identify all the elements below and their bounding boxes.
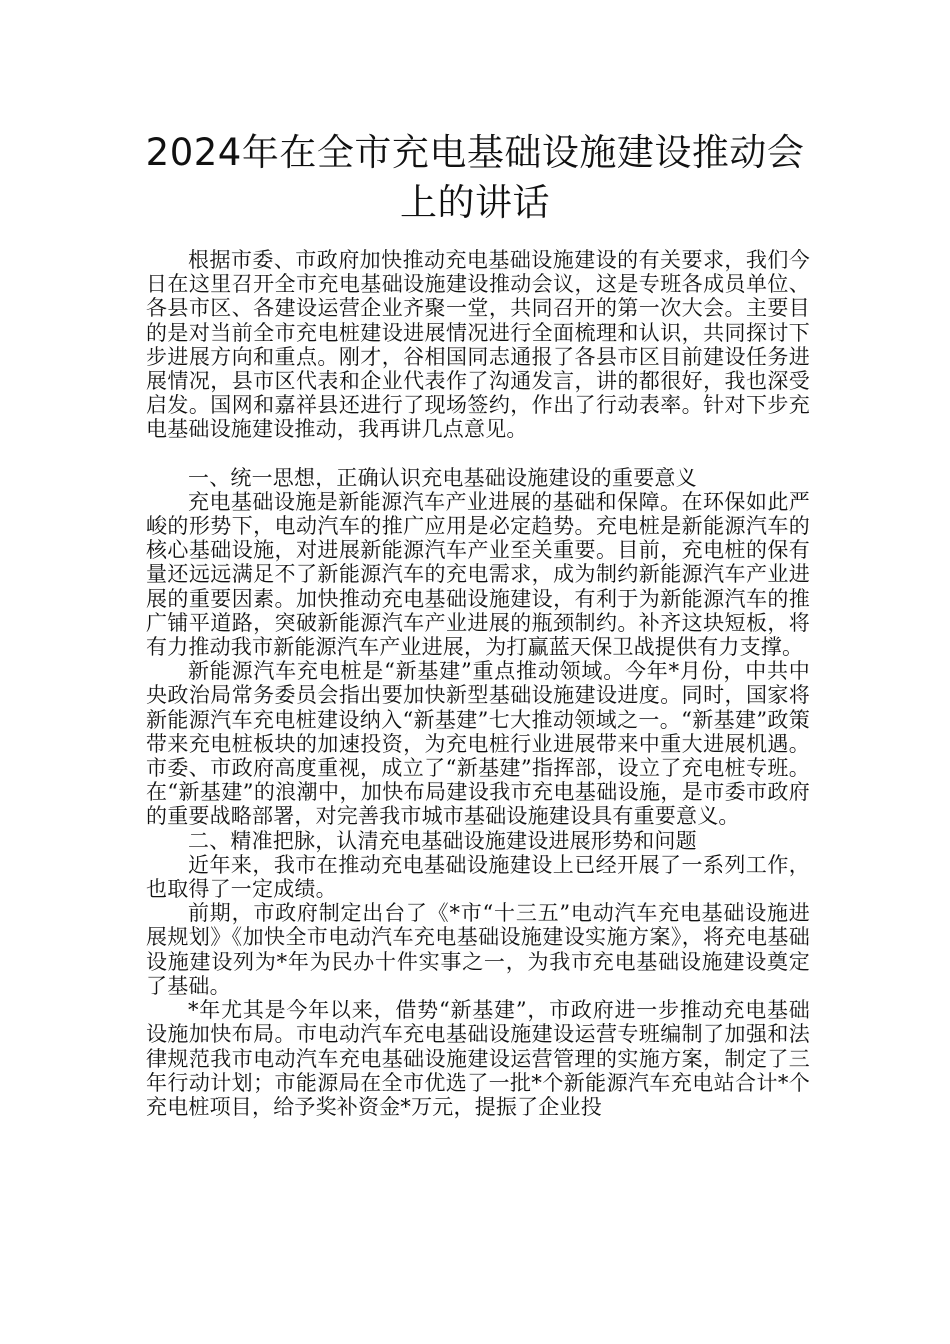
body-paragraph: 充电基础设施是新能源汽车产业进展的基础和保障。在环保如此严峻的形势下，电动汽车的推广应用是必定趋势。充电桩是新能源汽车的核心基础设施，对进展新能源汽车产业至关重要。目前，充电桩的保有量还远远满足不了新能源汽车的充电需求，成为制约新能源汽车产业进展的重要因素。加快推动充电基础设施建设，有利于为新能源汽车的推广铺平道路，突破新能源汽车产业进展的瓶颈制约。补齐这块短板，将有力推动我市新能源汽车产业进展，为打赢蓝天保卫战提供有力支撑。 — [146, 489, 810, 660]
paragraph-spacer — [146, 442, 810, 466]
document-title — [120, 128, 830, 228]
body-paragraph: *年尤其是今年以来，借势“新基建”，市政府进一步推动充电基础设施加快布局。市电动汽车充电基础设施建设运营专班编制了加强和法律规范我市电动汽车充电基础设施建设运营管理的实施方案，制定了三年行动计划；市能源局在全市优选了一批*个新能源汽车充电站合计*个充电桩项目，给予奖补资金*万元，提振了企业投 — [146, 998, 810, 1119]
intro-paragraph: 根据市委、市政府加快推动充电基础设施建设的有关要求，我们今日在这里召开全市充电基础设施建设推动会议，这是专班各成员单位、各县市区、各建设运营企业齐聚一堂，共同召开的第一次大会。主要目的是对当前全市充电桩建设进展情况进行全面梳理和认识，共同探讨下步进展方向和重点。刚才，谷相国同志通报了各县市区目前建设任务进展情况，县市区代表和企业代表作了沟通发言，讲的都很好，我也深受启发。国网和嘉祥县还进行了现场签约，作出了行动表率。针对下步充电基础设施建设推动，我再讲几点意见。 — [146, 248, 810, 442]
title-line-1: 2024年在全市充电基础设施建设推动会 — [145, 131, 805, 174]
section-heading-2: 二、精准把脉，认清充电基础设施建设进展形势和问题 — [188, 828, 697, 853]
body-paragraph: 近年来，我市在推动充电基础设施建设上已经开展了一系列工作，也取得了一定成绩。 — [146, 852, 810, 902]
title-line-2: 上的讲话 — [400, 181, 550, 224]
section-heading-1: 一、统一思想，正确认识充电基础设施建设的重要意义 — [188, 465, 697, 490]
document-body — [146, 248, 810, 1119]
body-paragraph: 新能源汽车充电桩是“新基建”重点推动领域。今年*月份，中共中央政治局常务委员会指出要加快新型基础设施建设进度。同时，国家将新能源汽车充电桩建设纳入“新基建”七大推动领域之一。“新基建”政策带来充电桩板块的加速投资，为充电桩行业进展带来中重大进展机遇。市委、市政府高度重视，成立了“新基建”指挥部，设立了充电桩专班。在“新基建”的浪潮中，加快布局建设我市充电基础设施，是市委市政府的重要战略部署，对完善我市城市基础设施建设具有重要意义。 — [146, 659, 810, 829]
body-paragraph: 前期，市政府制定出台了《*市“十三五”电动汽车充电基础设施进展规划》《加快全市电动汽车充电基础设施建设实施方案》，将充电基础设施建设列为*年为民办十件实事之一，为我市充电基础设施建设奠定了基础。 — [146, 901, 810, 998]
